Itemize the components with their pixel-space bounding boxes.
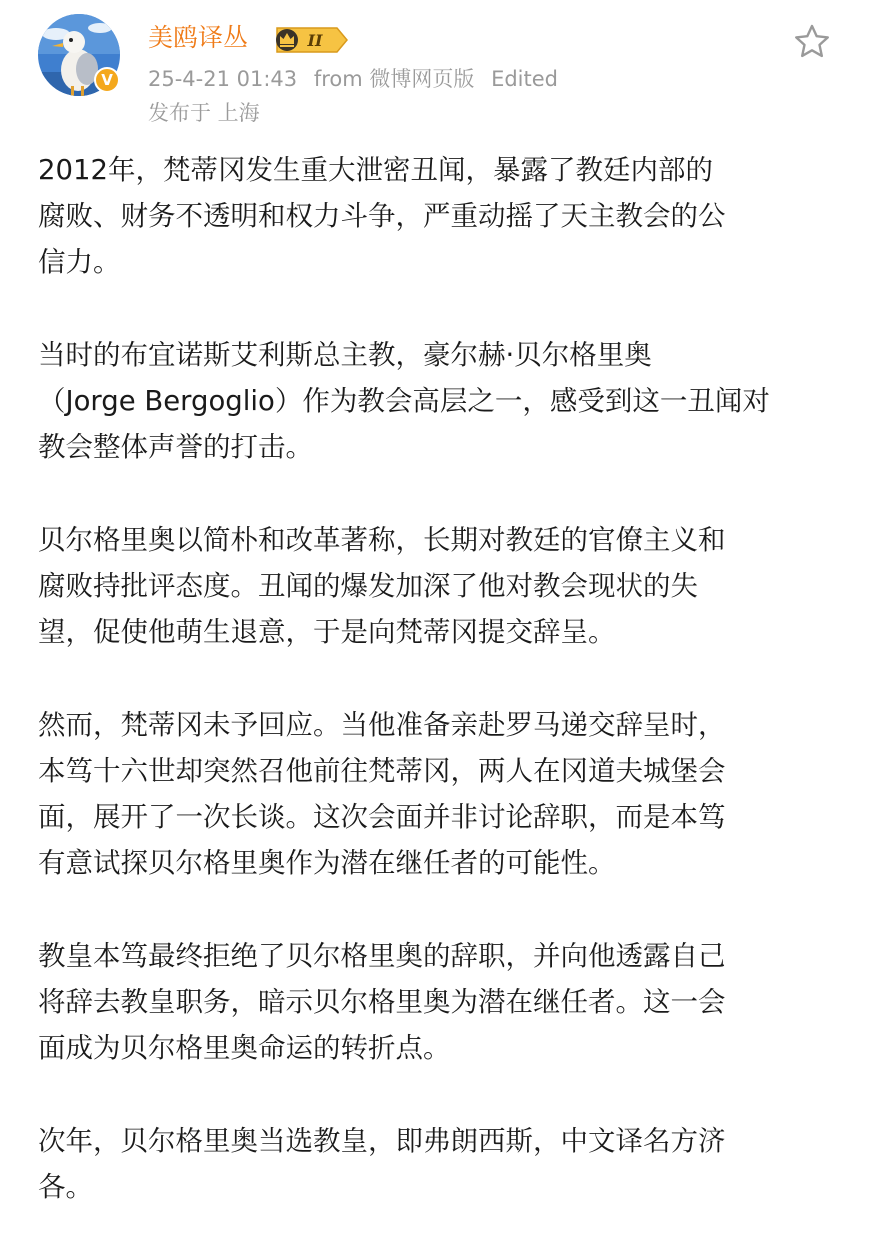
post-source[interactable]: from 微博网页版	[313, 67, 475, 91]
favorite-button[interactable]	[792, 22, 832, 62]
verified-badge	[94, 67, 120, 93]
post-paragraph: 然而，梵蒂冈未予回应。当他准备亲赴罗马递交辞呈时， 本笃十六世却突然召他前往梵蒂冈，两人在冈道夫城堡会 面，展开了一次长谈。这次会面并非讨论辞职，而是本笃 有意试探贝尔格里奥作为潜在继任者的可能性。	[38, 709, 726, 879]
star-outline-icon	[792, 22, 832, 62]
post-paragraph: 次年，贝尔格里奥当选教皇，即弗朗西斯，中文译名方济 各。	[38, 1125, 726, 1203]
edited-label[interactable]: Edited	[491, 67, 558, 91]
post-paragraph: 贝尔格里奥以简朴和改革著称，长期对教廷的官僚主义和 腐败持批评态度。丑闻的爆发加深了他对教会现状的失 望，促使他萌生退意，于是向梵蒂冈提交辞呈。	[38, 524, 726, 648]
post-timestamp: 25-4-21 01:43	[148, 67, 298, 91]
vip-level-label: II	[307, 31, 323, 50]
post-meta	[148, 62, 568, 96]
post-content	[38, 147, 838, 1257]
post-paragraph: 2012年，梵蒂冈发生重大泄密丑闻，暴露了教廷内部的 腐败、财务不透明和权力斗争，严重动摇了天主教会的公 信力。	[38, 154, 726, 278]
post-location: 发布于 上海	[148, 101, 260, 125]
post-paragraph: 当时的布宜诺斯艾利斯总主教，豪尔赫·贝尔格里奥 （Jorge Bergoglio）作为教会高层之一，感受到这一丑闻对 教会整体声誉的打击。	[38, 339, 770, 463]
username-link[interactable]: 美鸥译丛	[148, 23, 249, 52]
post-header	[0, 0, 869, 135]
vip-level-badge[interactable]	[271, 26, 351, 54]
post-paragraph: 教皇本笃最终拒绝了贝尔格里奥的辞职，并向他透露自己 将辞去教皇职务，暗示贝尔格里奥为潜在继任者。这一会 面成为贝尔格里奥命运的转折点。	[38, 940, 726, 1064]
verified-badge-label: V	[101, 71, 113, 89]
